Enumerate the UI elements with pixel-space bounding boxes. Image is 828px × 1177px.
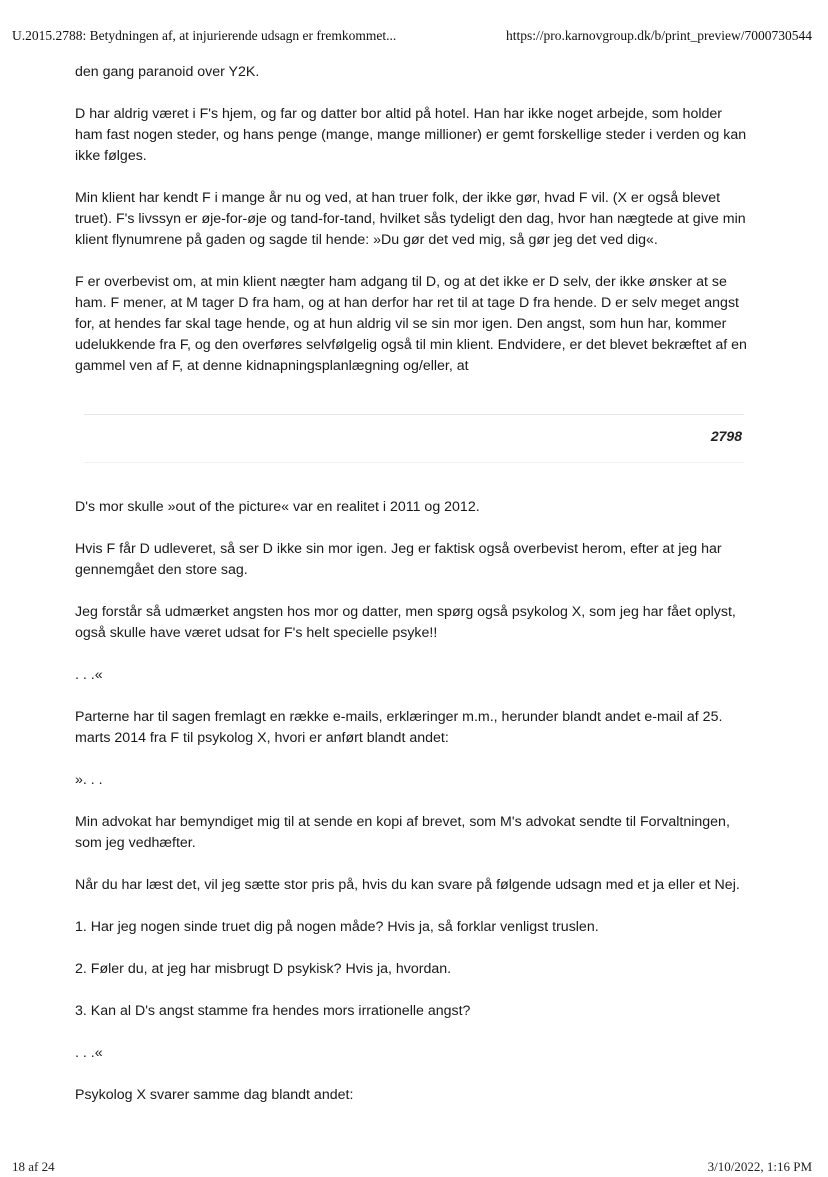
list-item: 1. Har jeg nogen sinde truet dig på nogen måde? Hvis ja, så forklar venligst truslen. bbox=[75, 919, 599, 935]
paragraph: D har aldrig været i F's hjem, og far og datter bor altid på hotel. Han har ikke noget arbejde, som holder ham fast nogen steder, og hans penge (mange, mange millioner) er gemt forskellige steder i verden og kan ikke følges. bbox=[75, 106, 747, 164]
quote-start-marker: ». . . bbox=[75, 772, 103, 788]
paragraph: Parterne har til sagen fremlagt en række e-mails, erklæringer m.m., herunder blandt andet e-mail af 25. marts 2014 fra F til psykolog X, hvori er anført blandt andet: bbox=[75, 709, 723, 746]
document-title: U.2015.2788: Betydningen af, at injurierende udsagn er fremkommet... bbox=[12, 28, 397, 43]
paragraph: Psykolog X svarer samme dag blandt andet: bbox=[75, 1087, 354, 1103]
paragraph: den gang paranoid over Y2K. bbox=[75, 64, 260, 80]
page-count: 18 af 24 bbox=[12, 1159, 55, 1174]
paragraph: Jeg forstår så udmærket angsten hos mor og datter, men spørg også psykolog X, som jeg har fået oplyst, også skulle have været udsat for F's helt specielle psyke!! bbox=[75, 604, 736, 641]
print-footer bbox=[12, 1159, 812, 1177]
print-timestamp: 3/10/2022, 1:16 PM bbox=[707, 1159, 812, 1174]
page-break-divider bbox=[84, 414, 744, 415]
page-break-divider-lower bbox=[84, 462, 744, 463]
paragraph: D's mor skulle »out of the picture« var en realitet i 2011 og 2012. bbox=[75, 499, 480, 515]
quote-end-marker: . . .« bbox=[75, 1045, 103, 1061]
list-item: 3. Kan al D's angst stamme fra hendes mors irrationelle angst? bbox=[75, 1003, 471, 1019]
document-url[interactable]: https://pro.karnovgroup.dk/b/print_preview/7000730544 bbox=[506, 28, 812, 43]
paragraph: Min advokat har bemyndiget mig til at sende en kopi af brevet, som M's advokat sendte til Forvaltningen, som jeg vedhæfter. bbox=[75, 814, 730, 851]
paragraph: Hvis F får D udleveret, så ser D ikke sin mor igen. Jeg er faktisk også overbevist herom, efter at jeg har gennemgået den store sag. bbox=[75, 541, 722, 578]
list-item: 2. Føler du, at jeg har misbrugt D psykisk? Hvis ja, hvordan. bbox=[75, 961, 452, 977]
paragraph: Når du har læst det, vil jeg sætte stor pris på, hvis du kan svare på følgende udsagn med et ja eller et Nej. bbox=[75, 877, 740, 893]
paragraph: F er overbevist om, at min klient nægter ham adgang til D, og at det ikke er D selv, der ikke ønsker at se ham. F mener, at M tager D fra ham, og at han derfor har ret til at tage D fra hende. D er selv meget angst for, at hendes far skal tage hende, og at hun aldrig vil se sin mor igen. Den angst, som hun har, kommer udelukkende fra F, og den overføres selvfølgelig også til min klient. Endvidere, er det blevet bekræftet af en gammel ven af F, at denne kidnapningsplanlægning og/eller, at bbox=[75, 274, 747, 374]
quote-end-marker: . . .« bbox=[75, 667, 103, 683]
body-text-bottom bbox=[75, 497, 747, 1127]
print-header bbox=[12, 28, 812, 46]
page-number: 2798 bbox=[710, 428, 742, 444]
body-text-top bbox=[75, 62, 747, 398]
paragraph: Min klient har kendt F i mange år nu og ved, at han truer folk, der ikke gør, hvad F vil. (X er også blevet truet). F's livssyn er øje-for-øje og tand-for-tand, hvilket sås tydeligt den dag, hvor han nægtede at give min klient flynumrene på gaden og sagde til hende: »Du gør det ved mig, så gør jeg det ved dig«. bbox=[75, 190, 746, 248]
